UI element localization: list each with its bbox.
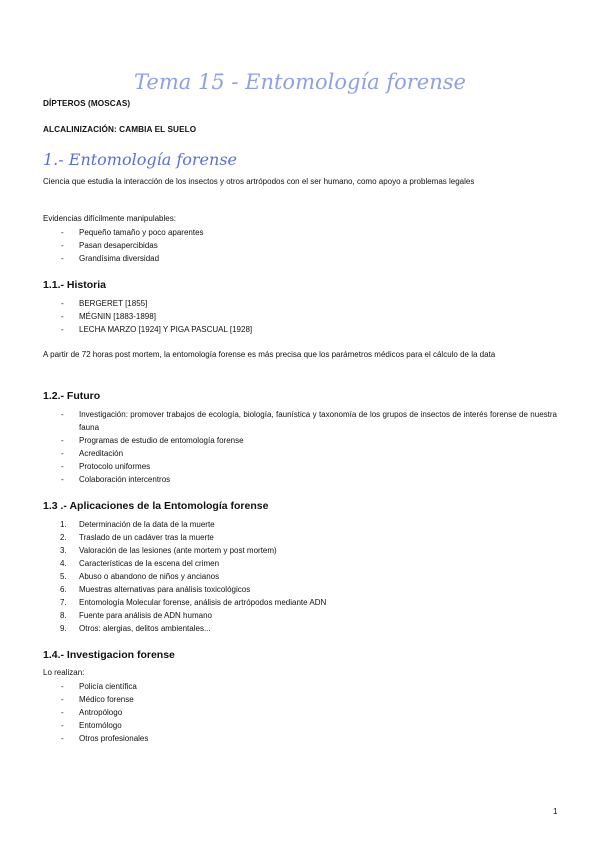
list-item: 9. Otros: alergias, delitos ambientales... — [60, 624, 211, 633]
historia-list — [43, 297, 557, 336]
evidence-label: Evidencias difícilmente manipulables: — [43, 214, 176, 223]
list-item: - Investigación: promover trabajos de ecología, biología, faunística y taxonomía de los grupos de insectos de interés forense de nuestra fauna — [61, 410, 557, 432]
list-item: 6. Muestras alternativas para análisis toxicológicos — [60, 585, 251, 594]
section-heading-entomologia: 1.- Entomología forense — [43, 150, 237, 169]
futuro-list — [43, 408, 557, 486]
list-item: - Colaboración intercentros — [61, 475, 171, 484]
list-item: - LECHA MARZO [1924] Y PIGA PASCUAL [1928] — [61, 325, 253, 334]
section-heading-investigacion: 1.4.- Investigacion forense — [43, 649, 175, 661]
list-item: 3. Valoración de las lesiones (ante mortem y post mortem) — [60, 546, 277, 555]
page-number: 1 — [553, 807, 558, 816]
document-title: Tema 15 - Entomología forense — [134, 70, 466, 94]
list-item: 8. Fuente para análisis de ADN humano — [60, 611, 212, 620]
list-item: - Pequeño tamaño y poco aparentes — [61, 228, 204, 237]
list-item: - Protocolo uniformes — [61, 462, 151, 471]
pre-note-dipteros: DÍPTEROS (MOSCAS) — [43, 99, 131, 108]
list-item: 4. Características de la escena del crimen — [60, 559, 220, 568]
investigacion-label: Lo realizan: — [43, 668, 85, 677]
list-item: - Antropólogo — [61, 708, 123, 717]
list-item: - BERGERET [1855] — [61, 299, 148, 308]
list-item: - Otros profesionales — [61, 734, 149, 743]
list-item: - Médico forense — [61, 695, 134, 704]
section-heading-historia: 1.1.- Historia — [43, 279, 107, 291]
list-item: 1. Determinación de la data de la muerte — [60, 520, 215, 529]
list-item: 7. Entomología Molecular forense, análisis de artrópodos mediante ADN — [60, 598, 327, 607]
list-item: - Acreditación — [61, 449, 124, 458]
investigacion-list — [43, 680, 557, 745]
pre-note-alcalinizacion: ALCALINIZACIÓN: CAMBIA EL SUELO — [43, 125, 197, 134]
list-item: - MÉGNIN [1883-1898] — [61, 312, 156, 321]
list-item: - Grandísima diversidad — [61, 254, 160, 263]
aplicaciones-list — [43, 518, 557, 635]
list-item: 2. Traslado de un cadáver tras la muerte — [60, 533, 214, 542]
list-item: - Entomólogo — [61, 721, 122, 730]
list-item: 5. Abuso o abandono de niños y ancianos — [60, 572, 220, 581]
section-intro: Ciencia que estudia la interacción de los insectos y otros artrópodos con el ser humano, como apoyo a problemas legales — [43, 177, 475, 186]
list-item: - Pasan desapercibidas — [61, 241, 158, 250]
section-heading-futuro: 1.2.- Futuro — [43, 390, 101, 402]
list-item: - Policía científica — [61, 682, 137, 691]
evidence-list — [43, 226, 557, 265]
historia-note: A partir de 72 horas post mortem, la entomología forense es más precisa que los parámetros médicos para el cálculo de la data — [43, 350, 496, 359]
section-heading-aplicaciones: 1.3 .- Aplicaciones de la Entomología forense — [43, 500, 269, 512]
list-item: - Programas de estudio de entomología forense — [61, 436, 244, 445]
